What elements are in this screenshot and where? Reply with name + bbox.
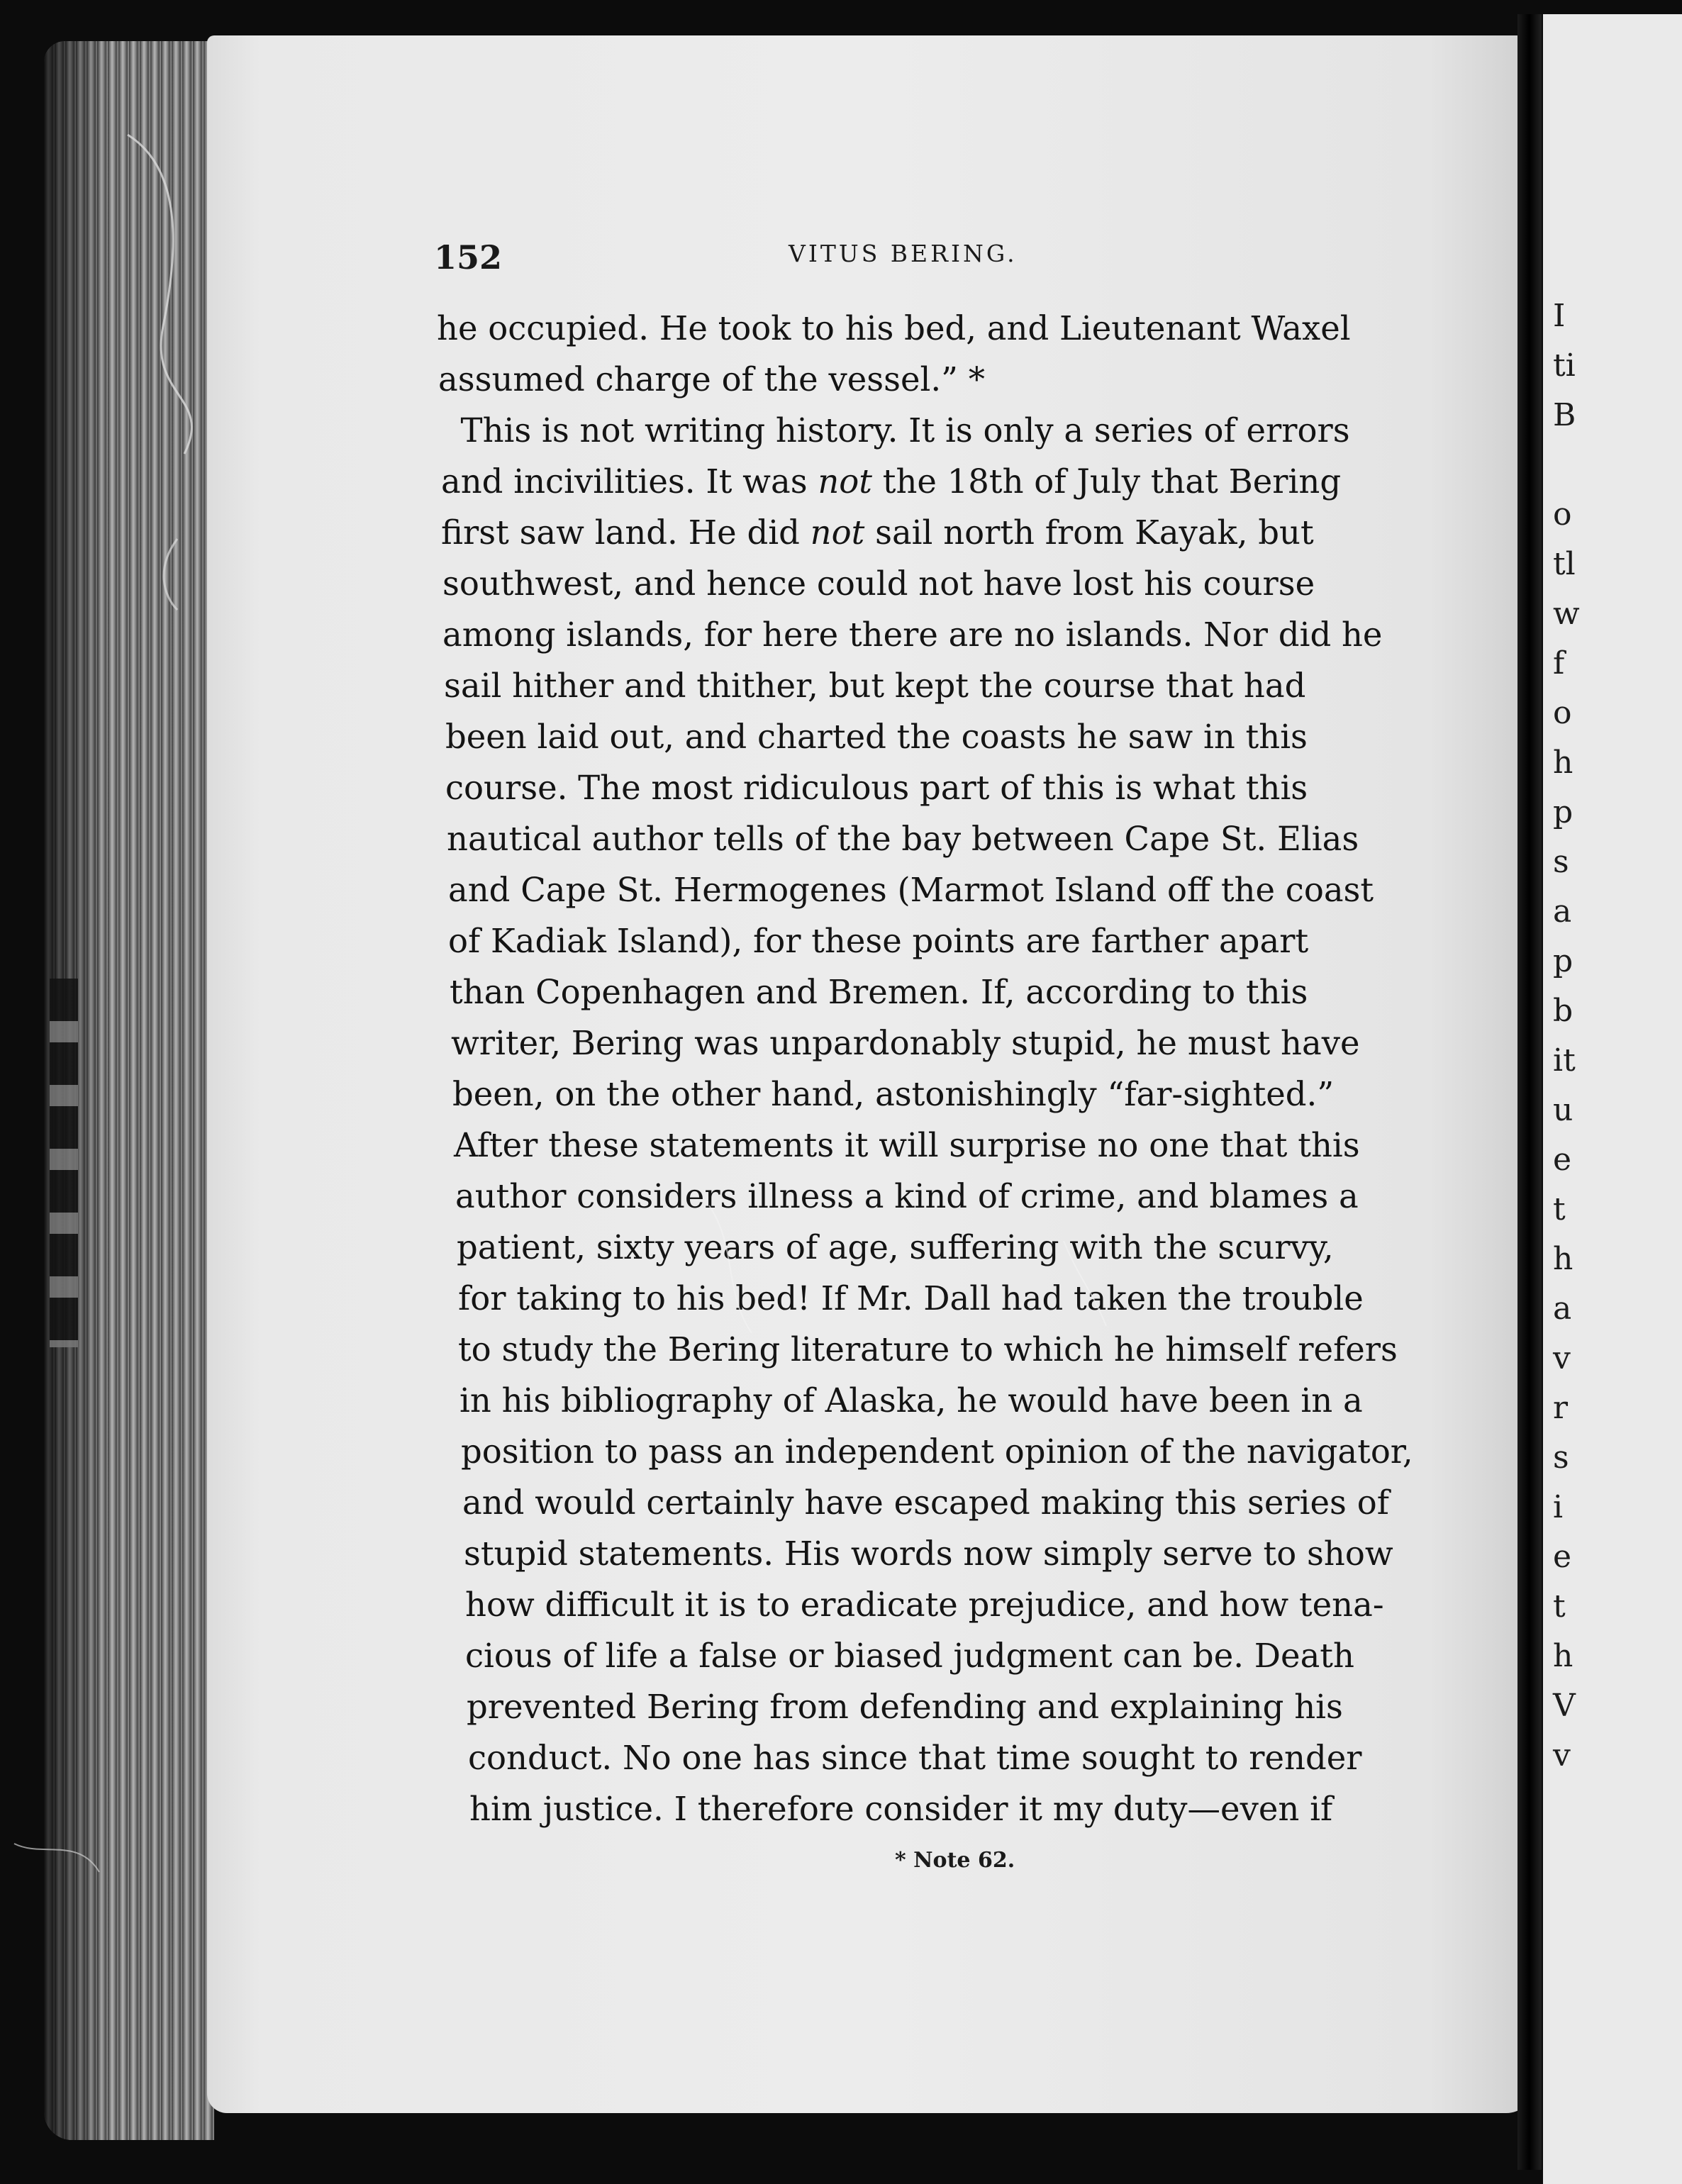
facing-page-letter: t bbox=[1553, 1588, 1566, 1625]
facing-page-letter: B bbox=[1553, 397, 1576, 433]
facing-page bbox=[1543, 14, 1682, 2184]
facing-page-letter: o bbox=[1553, 496, 1572, 533]
facing-page-letter: s bbox=[1553, 844, 1569, 880]
text-run: the 18th of July that Bering bbox=[872, 462, 1342, 501]
text-line: southwest, and hence could not have lost his course bbox=[442, 564, 1315, 603]
text-line: among islands, for here there are no islands. Nor did he bbox=[442, 615, 1383, 654]
text-line: been laid out, and charted the coasts he saw in this bbox=[445, 718, 1308, 756]
text-line: him justice. I therefore consider it my duty—even if bbox=[469, 1790, 1333, 1828]
facing-page-letter: p bbox=[1553, 943, 1574, 979]
book-gutter bbox=[1517, 14, 1542, 2170]
text-line: position to pass an independent opinion of the navigator, bbox=[461, 1432, 1413, 1471]
facing-page-letter: I bbox=[1553, 298, 1566, 334]
emphasis-not: not bbox=[818, 462, 872, 501]
facing-page-letter: e bbox=[1553, 1539, 1572, 1575]
facing-page-letter: u bbox=[1553, 1092, 1574, 1128]
text-line: patient, sixty years of age, suffering with the scurvy, bbox=[457, 1228, 1334, 1266]
text-run: sail north from Kayak, but bbox=[864, 513, 1314, 552]
text-line: conduct. No one has since that time sought to render bbox=[468, 1739, 1362, 1777]
running-head: VITUS BERING. bbox=[789, 240, 1018, 267]
facing-page-letter: a bbox=[1553, 893, 1572, 930]
facing-page-letter: h bbox=[1553, 1638, 1574, 1674]
facing-page-letter: p bbox=[1553, 794, 1574, 830]
facing-page-letter: v bbox=[1553, 1340, 1571, 1376]
text-line: assumed charge of the vessel.” * bbox=[438, 360, 985, 399]
text-line: and would certainly have escaped making this series of bbox=[462, 1483, 1389, 1522]
facing-page-letter: tl bbox=[1553, 546, 1576, 582]
text-run: and incivilities. It was bbox=[441, 462, 818, 501]
text-line: sail hither and thither, but kept the course that had bbox=[444, 667, 1306, 705]
text-line: author considers illness a kind of crime, and blames a bbox=[455, 1177, 1359, 1215]
text-line: for taking to his bed! If Mr. Dall had taken the trouble bbox=[458, 1279, 1364, 1317]
facing-page-letter: r bbox=[1553, 1390, 1569, 1426]
text-line: nautical author tells of the bay between Cape St. Elias bbox=[447, 820, 1359, 858]
text-line: in his bibliography of Alaska, he would have been in a bbox=[460, 1381, 1363, 1420]
facing-page-letter: i bbox=[1553, 1489, 1564, 1525]
text-line: writer, Bering was unpardonably stupid, he must have bbox=[451, 1024, 1360, 1062]
facing-page-letter: o bbox=[1553, 695, 1572, 731]
text-line: to study the Bering literature to which he himself refers bbox=[458, 1330, 1398, 1369]
text-line: This is not writing history. It is only a series of errors bbox=[440, 411, 1350, 450]
facing-page-letter: h bbox=[1553, 745, 1574, 781]
text-line: been, on the other hand, astonishingly “far-sighted.” bbox=[452, 1075, 1335, 1113]
facing-page-letter: ti bbox=[1553, 347, 1576, 384]
facing-page-letter: t bbox=[1553, 1191, 1566, 1227]
text-line: prevented Bering from defending and explaining his bbox=[467, 1688, 1343, 1726]
text-run: first saw land. He did bbox=[441, 513, 811, 552]
text-line bbox=[441, 462, 1411, 501]
text-line: he occupied. He took to his bed, and Lieutenant Waxel bbox=[437, 309, 1351, 347]
text-line: and Cape St. Hermogenes (Marmot Island off the coast bbox=[448, 871, 1374, 909]
text-line: of Kadiak Island), for these points are farther apart bbox=[448, 922, 1309, 960]
text-line: how difficult it is to eradicate prejudice, and how tena- bbox=[465, 1586, 1384, 1624]
footnote: * Note 62. bbox=[895, 1848, 1015, 1873]
text-line: than Copenhagen and Bremen. If, according to this bbox=[450, 973, 1308, 1011]
text-line: course. The most ridiculous part of this is what this bbox=[445, 769, 1308, 807]
text-line bbox=[441, 513, 1411, 552]
facing-page-letter: b bbox=[1553, 993, 1574, 1029]
facing-page-letters bbox=[1553, 14, 1681, 2184]
text-line: cious of life a false or biased judgment can be. Death bbox=[465, 1637, 1354, 1675]
facing-page-letter: a bbox=[1553, 1291, 1572, 1327]
facing-page-letter: f bbox=[1553, 645, 1565, 681]
facing-page-letter: h bbox=[1553, 1241, 1574, 1277]
facing-page-letter: it bbox=[1553, 1042, 1576, 1079]
facing-page-letter: e bbox=[1553, 1142, 1572, 1178]
facing-page-letter: v bbox=[1553, 1737, 1571, 1773]
page-number: 152 bbox=[434, 238, 503, 277]
emphasis-not: not bbox=[810, 513, 865, 552]
fore-edge-marks bbox=[50, 979, 78, 1347]
facing-page-letter: V bbox=[1553, 1688, 1576, 1724]
text-line: After these statements it will surprise no one that this bbox=[454, 1126, 1360, 1164]
facing-page-letter: w bbox=[1553, 596, 1580, 632]
text-line: stupid statements. His words now simply serve to show bbox=[464, 1534, 1393, 1573]
facing-page-letter: s bbox=[1553, 1439, 1569, 1476]
